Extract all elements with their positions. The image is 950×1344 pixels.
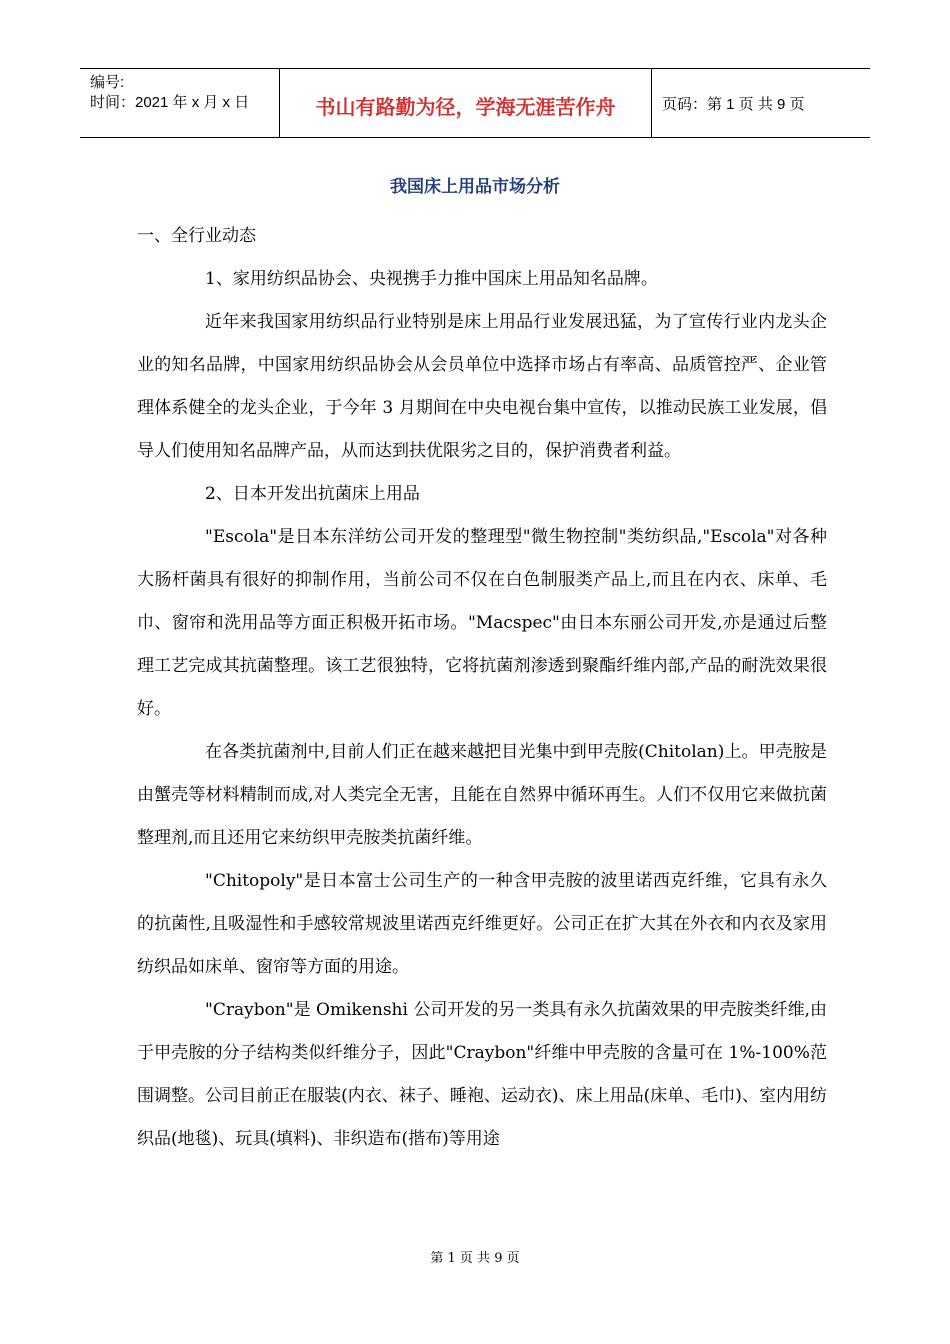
header-meta — [80, 69, 280, 137]
subsection-heading: 1、家用纺织品协会、央视携手力推中国床上用品知名品牌。 — [205, 269, 658, 289]
section-heading: 一、全行业动态 — [137, 226, 256, 246]
document-number-label: 编号: — [90, 74, 125, 91]
body-paragraph: "Chitopoly"是日本富士公司生产的一种含甲壳胺的波里诺西克纤维，它具有永久的抗菌性,且吸湿性和手感较常规波里诺西克纤维更好。公司正在扩大其在外衣和内衣及家用纺织品如床单、窗帘等方面的用途。 — [137, 871, 827, 977]
page-footer: 第 1 页 共 9 页 — [430, 1251, 520, 1266]
header-table — [80, 68, 870, 138]
subsection-heading: 2、日本开发出抗菌床上用品 — [205, 484, 420, 504]
body-paragraph: "Craybon"是 Omikenshi 公司开发的另一类具有永久抗菌效果的甲壳胺类纤维,由于甲壳胺的分子结构类似纤维分子，因此"Craybon"纤维中甲壳胺的含量可在 1%-100%范围调整。公司目前正在服装(内衣、袜子、睡袍、运动衣)、床上用品(床单、毛巾)、室内用纺织品(地毯)、玩具(填料)、非织造布(揩布)等用途 — [137, 1000, 827, 1149]
body-paragraph: 近年来我国家用纺织品行业特别是床上用品行业发展迅猛，为了宣传行业内龙头企业的知名品牌，中国家用纺织品协会从会员单位中选择市场占有率高、品质管控严、企业管理体系健全的龙头企业，于今年 3 月期间在中央电视台集中宣传，以推动民族工业发展，倡导人们使用知名品牌产品，从而达到扶优限劣之目的，保护消费者利益。 — [137, 312, 827, 461]
document-body — [137, 215, 827, 1161]
document-time: 时间：2021 年 x 月 x 日 — [90, 94, 250, 111]
document-title: 我国床上用品市场分析 — [390, 177, 560, 197]
header-page-info: 页码：第 1 页 共 9 页 — [662, 95, 805, 113]
header-motto: 书山有路勤为径，学海无涯苦作舟 — [280, 69, 652, 137]
body-paragraph: 在各类抗菌剂中,目前人们正在越来越把目光集中到甲壳胺(Chitolan)上。甲壳胺是由蟹壳等材料精制而成,对人类完全无害，且能在自然界中循环再生。人们不仅用它来做抗菌整理剂,而且还用它来纺织甲壳胺类抗菌纤维。 — [137, 742, 827, 848]
body-paragraph: "Escola"是日本东洋纺公司开发的整理型"微生物控制"类纺织品,"Escola"对各种大肠杆菌具有很好的抑制作用，当前公司不仅在白色制服类产品上,而且在内衣、床单、毛巾、窗帘和洗用品等方面正积极开拓市场。"Macspec"由日本东丽公司开发,亦是通过后整理工艺完成其抗菌整理。该工艺很独特，它将抗菌剂渗透到聚酯纤维内部,产品的耐洗效果很好。 — [137, 527, 827, 719]
